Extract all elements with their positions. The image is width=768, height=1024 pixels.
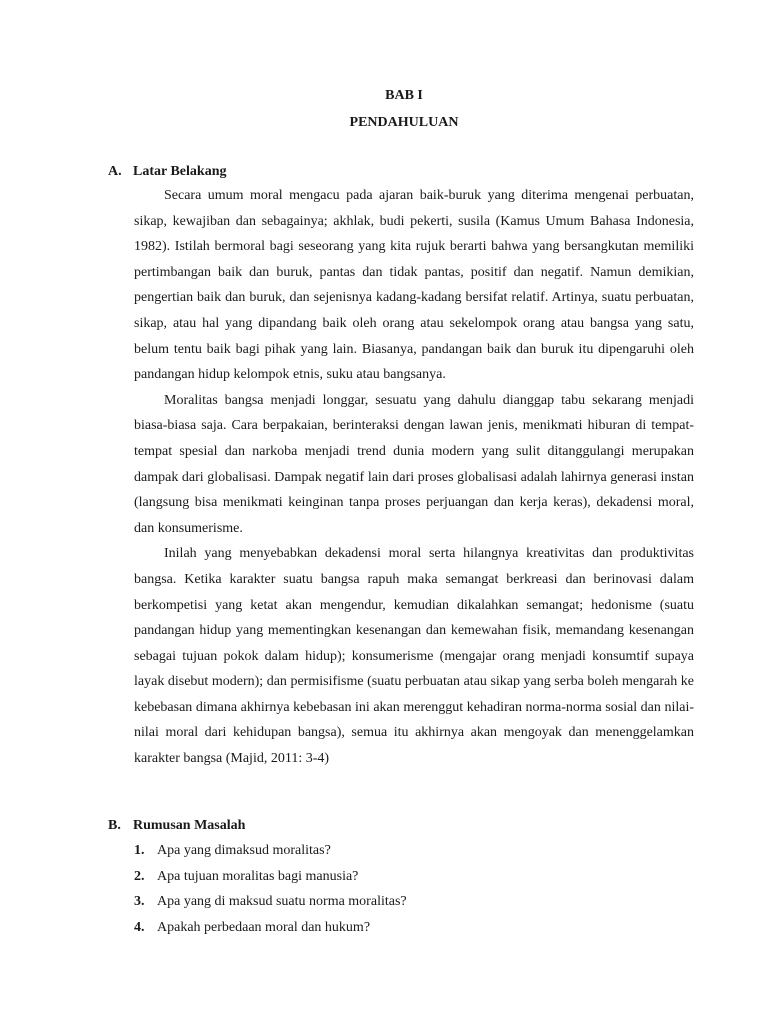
section-a-title: Latar Belakang: [133, 164, 227, 179]
chapter-number: BAB I: [385, 88, 423, 103]
list-item: [134, 915, 407, 941]
paragraph-1: Secara umum moral mengacu pada ajaran baik-buruk yang diterima mengenai perbuatan, sikap, kewajiban dan sebagainya; akhlak, budi pekerti, susila (Kamus Umum Bahasa Indonesia, 1982). Istilah bermoral bagi seseorang yang kita rujuk berarti bahwa yang bersangkutan memiliki pertimbangan baik dan buruk, pantas dan tidak pantas, positif dan negatif. Namun demikian, pengertian baik dan buruk, dan sejenisnya kadang-kadang bersifat relatif. Artinya, suatu perbuatan, sikap, atau hal yang dipandang baik oleh orang atau sekelompok orang atau bangsa yang satu, belum tentu baik bagi pihak yang lain. Biasanya, pandangan baik dan buruk itu dipengaruhi oleh pandangan hidup kelompok etnis, suku atau bangsanya.: [134, 188, 694, 383]
list-number: 2.: [134, 868, 145, 884]
paragraph-2: Moralitas bangsa menjadi longgar, sesuatu yang dahulu dianggap tabu sekarang menjadi biasa-biasa saja. Cara berpakaian, berinteraksi dengan lawan jenis, menikmati hiburan di tempat-tempat spesial dan narkoba menjadi trend dunia modern yang sulit ditanggulangi merupakan dampak dari globalisasi. Dampak negatif lain dari proses globalisasi adalah lahirnya generasi instan (langsung bisa menikmati keinginan tanpa proses perjuangan dan kerja keras), dekadensi moral, dan konsumerisme.: [134, 392, 694, 536]
section-b-letter: B.: [108, 818, 121, 833]
list-item: [134, 889, 407, 915]
paragraph-3: Inilah yang menyebabkan dekadensi moral serta hilangnya kreativitas dan produktivitas bangsa. Ketika karakter suatu bangsa rapuh maka semangat berkreasi dan berinovasi dalam berkompetisi yang ketat akan mengendur, kemudian dikalahkan semangat; hedonisme (suatu pandangan hidup yang mementingkan kesenangan dan kemewahan fisik, memandang kesenangan sebagai tujuan pokok dalam hidup); konsumerisme (mengajar orang menjadi konsumtif supaya layak disebut modern); dan permisifisme (suatu perbuatan atau sikap yang serba boleh mengarah ke kebebasan dimana akhirnya kebebasan ini akan merenggut kehadiran norma-norma sosial dan nilai-nilai moral dari kehidupan bangsa), semua itu akhirnya akan mengoyak dan menenggelamkan karakter bangsa (Majid, 2011: 3-4): [134, 546, 694, 767]
list-item: [134, 838, 407, 864]
problem-list: [134, 838, 407, 940]
section-a-body: [134, 183, 694, 772]
list-text: Apa yang di maksud suatu norma moralitas?: [157, 894, 407, 909]
section-b-heading: [108, 816, 245, 836]
section-a-heading: [108, 162, 226, 182]
list-text: Apa yang dimaksud moralitas?: [157, 843, 331, 858]
list-number: 1.: [134, 843, 145, 858]
section-a-letter: A.: [108, 164, 122, 179]
list-item: [134, 864, 407, 890]
chapter-title: PENDAHULUAN: [349, 115, 459, 130]
list-number: 3.: [134, 894, 145, 909]
list-text: Apakah perbedaan moral dan hukum?: [157, 919, 371, 935]
list-text: Apa tujuan moralitas bagi manusia?: [157, 868, 359, 884]
section-b-title: Rumusan Masalah: [133, 818, 246, 833]
list-number: 4.: [134, 919, 145, 935]
